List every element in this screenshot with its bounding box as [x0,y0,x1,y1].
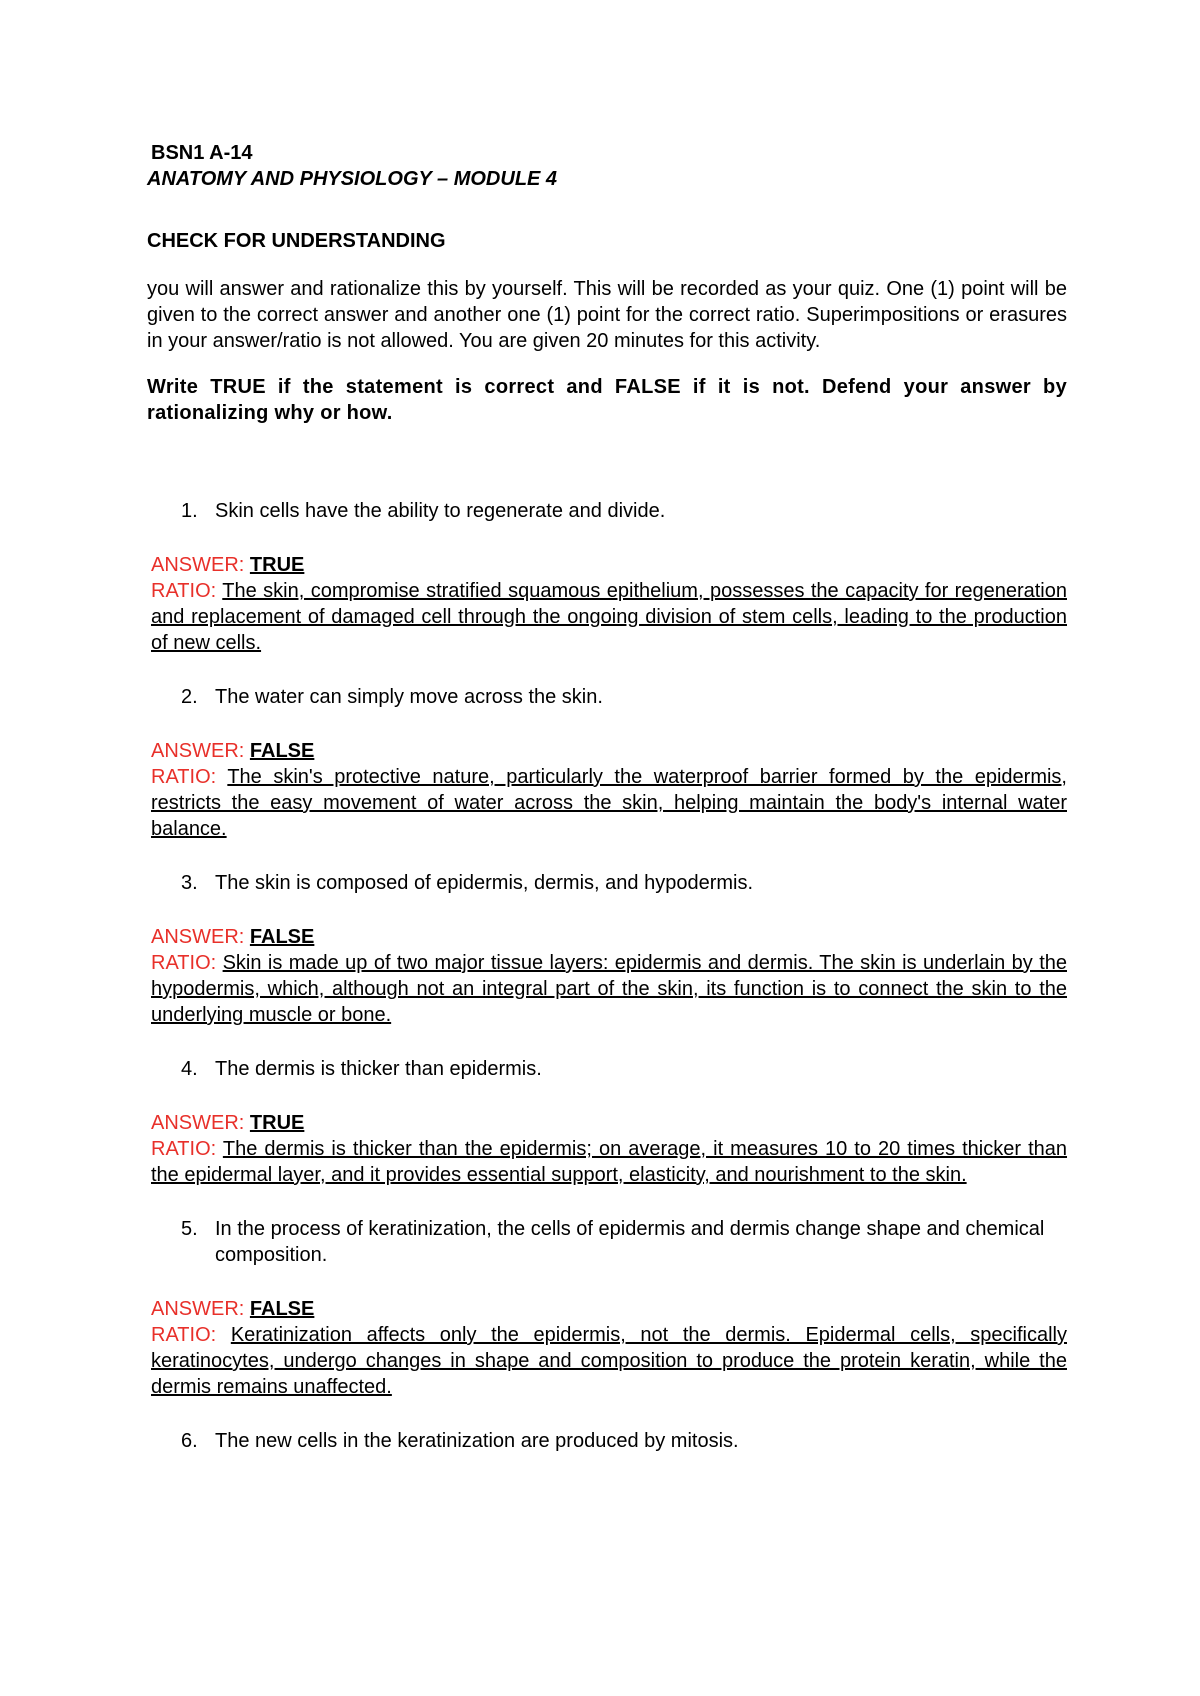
question-text: The water can simply move across the skin. [215,686,603,708]
ratio-text: The dermis is thicker than the epidermis; on average, it measures 10 to 20 times thicker than the epidermal layer, and it provides essential support, elasticity, and nourishment to the skin. [151,1138,1068,1186]
answer-block-2 [151,738,1067,842]
module-title: ANATOMY AND PHYSIOLOGY – MODULE 4 [147,168,558,190]
question-number: 2. [181,686,198,708]
question-number: 6. [181,1430,198,1452]
question-text: In the process of keratinization, the cells of epidermis and dermis change shape and chemical composition. [215,1218,1045,1266]
answer-line [151,924,1067,950]
answer-block-3 [151,924,1067,1028]
document-page [147,140,1067,1454]
answer-label: ANSWER: [151,1298,250,1320]
question-text: Skin cells have the ability to regenerate and divide. [215,500,666,522]
ratio-line [151,764,1067,842]
answer-line [151,552,1067,578]
question-text: The skin is composed of epidermis, dermis, and hypodermis. [215,872,754,894]
question-2 [181,684,1067,710]
instruction-paragraph: Write TRUE if the statement is correct and FALSE if it is not. Defend your answer by rationalizing why or how. [147,376,1067,424]
question-number: 4. [181,1058,198,1080]
ratio-text: The skin, compromise stratified squamous epithelium, possesses the capacity for regeneration and replacement of damaged cell through the ongoing division of stem cells, leading to the production of new cells. [151,580,1067,654]
answer-value: FALSE [249,926,315,948]
answer-line [151,1110,1067,1136]
ratio-label: RATIO: [151,580,223,602]
answer-label: ANSWER: [151,1112,250,1134]
question-1 [181,498,1067,524]
answer-label: ANSWER: [151,926,250,948]
question-number: 3. [181,872,198,894]
answer-block-4 [151,1110,1067,1188]
answer-label: ANSWER: [151,554,250,576]
question-number: 5. [181,1218,198,1240]
answer-line [151,738,1067,764]
ratio-text: Skin is made up of two major tissue layers: epidermis and dermis. The skin is underlain by the hypodermis, which, although not an integral part of the skin, its function is to connect the skin to the underlying muscle or bone. [151,952,1067,1026]
question-text: The dermis is thicker than epidermis. [215,1058,542,1080]
answer-block-1 [151,552,1067,656]
ratio-line [151,1136,1067,1188]
ratio-label: RATIO: [151,766,228,788]
ratio-line [151,1322,1067,1400]
ratio-text: The skin's protective nature, particularly the waterproof barrier formed by the epidermis, restricts the easy movement of water across the skin, helping maintain the body's internal water balance. [151,766,1067,840]
answer-value: TRUE [249,554,305,576]
question-4 [181,1056,1067,1082]
ratio-text: Keratinization affects only the epidermis, not the dermis. Epidermal cells, specifically keratinocytes, undergo changes in shape and composition to produce the protein keratin, while the dermis remains unaffected. [151,1324,1067,1398]
question-3 [181,870,1067,896]
ratio-label: RATIO: [151,1138,223,1160]
question-5 [181,1216,1067,1268]
answer-label: ANSWER: [151,740,250,762]
ratio-line [151,950,1067,1028]
answer-value: FALSE [249,740,315,762]
ratio-line [151,578,1067,656]
section-heading: CHECK FOR UNDERSTANDING [147,230,446,252]
question-text: The new cells in the keratinization are produced by mitosis. [215,1430,739,1452]
intro-paragraph: you will answer and rationalize this by yourself. This will be recorded as your quiz. One (1) point will be given to the correct answer and another one (1) point for the correct ratio. Superimpositions or erasures in your answer/ratio is not allowed. You are given 20 minutes for this activity. [147,278,1067,352]
answer-block-5 [151,1296,1067,1400]
question-6 [181,1428,1067,1454]
ratio-label: RATIO: [151,952,223,974]
question-number: 1. [181,500,198,522]
course-code: BSN1 A-14 [151,142,253,164]
answer-value: TRUE [249,1112,305,1134]
ratio-label: RATIO: [151,1324,231,1346]
answer-value: FALSE [249,1298,315,1320]
answer-line [151,1296,1067,1322]
